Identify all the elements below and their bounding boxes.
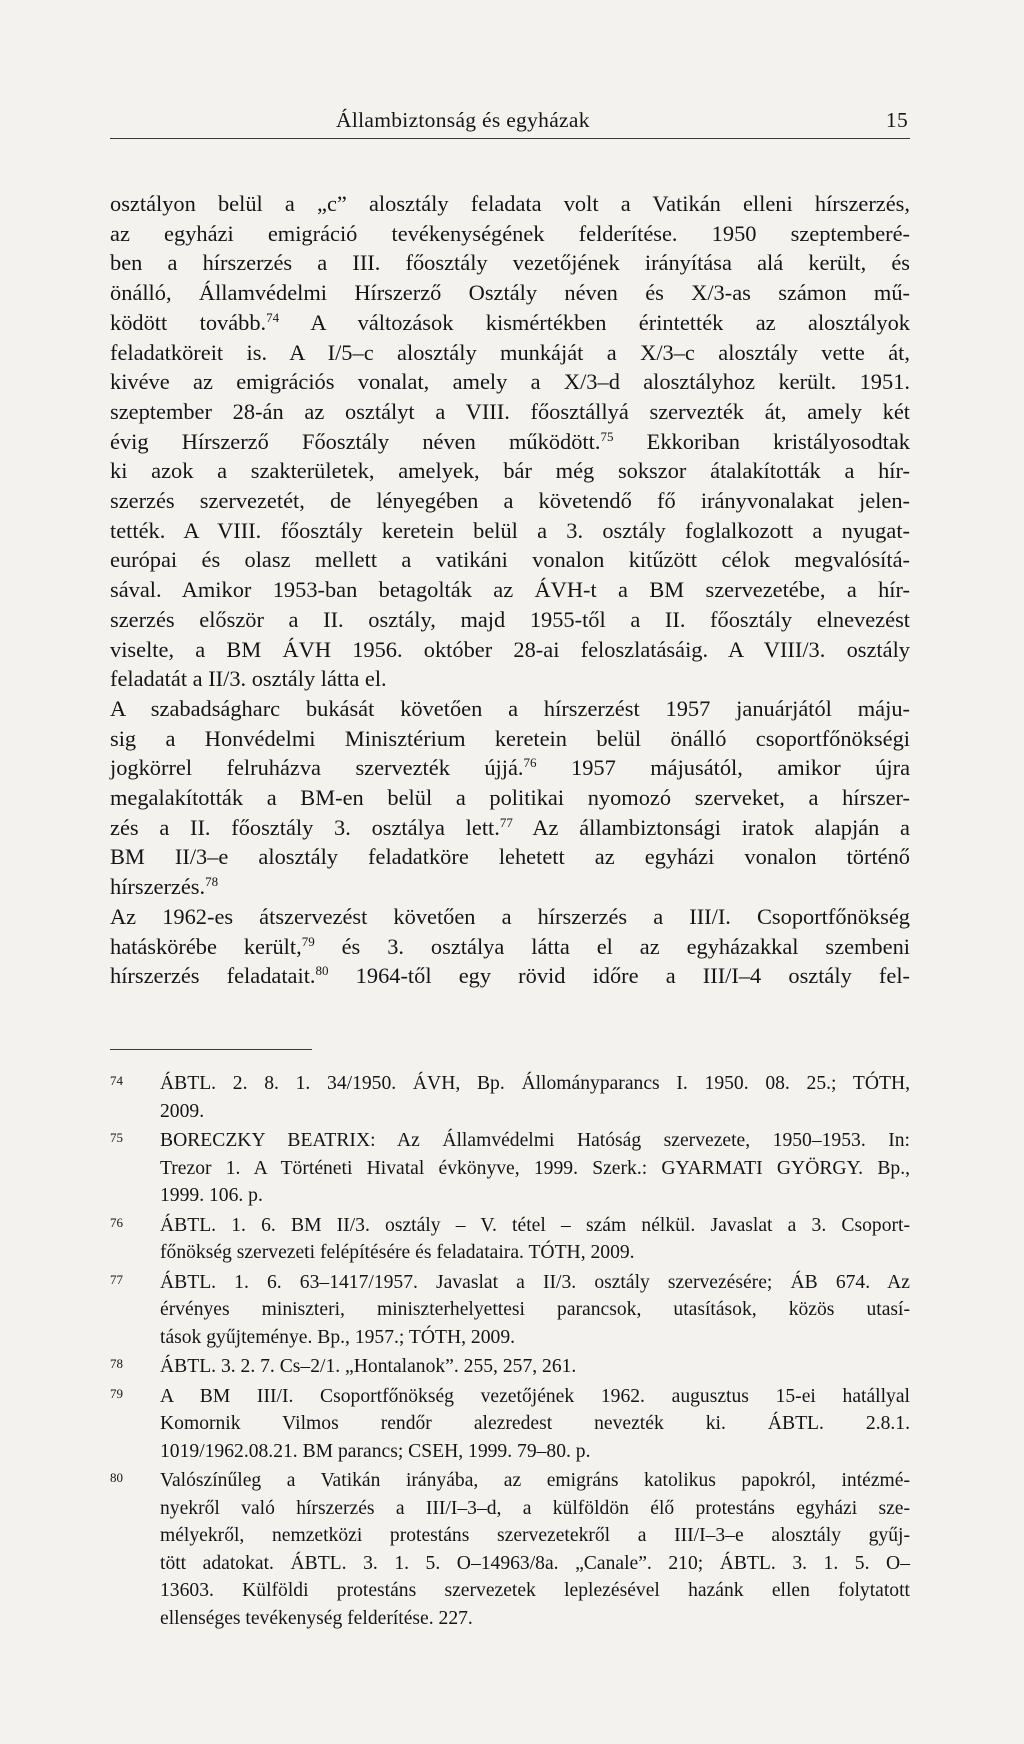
body-line-text: hatáskörébe került, bbox=[110, 933, 302, 959]
footnote-number: 76 bbox=[110, 1214, 123, 1230]
footnote-line: A BM III/I. Csoportfőnökség vezetőjének 1962. augusztus 15-ei hatállyal bbox=[160, 1385, 910, 1407]
body-line bbox=[110, 516, 910, 546]
body-line-text: európai és olasz mellett a vatikáni vonalon kitűzött célok megvalósítá- bbox=[110, 547, 910, 573]
footnote-number: 78 bbox=[110, 1356, 123, 1371]
footnote-line: nyekről való hírszerzés a III/I–3–d, a külföldön élő protestáns egyházi sze- bbox=[160, 1497, 910, 1519]
body-line bbox=[110, 783, 910, 813]
body-line-text: kivéve az emigrációs vonalat, amely a X/3–d alosztályhoz került. 1951. bbox=[110, 369, 910, 395]
body-line bbox=[110, 724, 910, 754]
running-header bbox=[110, 108, 910, 140]
footnote-line: Komornik Vilmos rendőr alezredest nevezték ki. ÁBTL. 2.8.1. bbox=[160, 1413, 910, 1434]
footnote-reference[interactable]: 80 bbox=[315, 963, 329, 979]
footnote-line: ÁBTL. 3. 2. 7. Cs–2/1. „Hontalanok”. 255, 257, 261. bbox=[160, 1356, 577, 1377]
body-line bbox=[110, 486, 910, 516]
footnote-77 bbox=[110, 1269, 910, 1352]
body-line-text: szeptember 28-án az osztályt a VIII. főosztállyá szervezték át, amely két bbox=[110, 398, 910, 424]
body-line-text: zés a II. főosztály 3. osztálya lett. bbox=[110, 814, 500, 840]
footnote-line: ÁBTL. 1. 6. 63–1417/1957. Javaslat a II/3. osztály szervezésére; ÁB 674. Az bbox=[160, 1271, 910, 1293]
footnote-line: 1999. 106. p. bbox=[160, 1185, 263, 1206]
footnote-line: 2009. bbox=[160, 1100, 205, 1122]
footnote-line: 13603. Külföldi protestáns szervezetek leplezésével hazánk ellen folytatott bbox=[160, 1580, 910, 1601]
footnote-number: 75 bbox=[110, 1130, 123, 1145]
footnote-76 bbox=[110, 1212, 910, 1267]
body-line-text: Ekkoriban kristályosodtak bbox=[613, 428, 910, 454]
footnote-reference[interactable]: 78 bbox=[205, 874, 219, 890]
body-line bbox=[110, 961, 910, 991]
body-line bbox=[110, 427, 910, 457]
footnote-number: 74 bbox=[110, 1073, 123, 1088]
body-line-text: sával. Amikor 1953-ban betagolták az ÁVH-t a BM szervezetébe, a hír- bbox=[110, 577, 910, 603]
footnote-line: ÁBTL. 1. 6. BM II/3. osztály – V. tétel – szám nélkül. Javaslat a 3. Csoport- bbox=[160, 1214, 910, 1236]
body-line-text: 1964-től egy rövid időre a III/I–4 osztály fel- bbox=[328, 963, 911, 989]
body-line bbox=[110, 813, 910, 843]
footnote-line: tött adatokat. ÁBTL. 3. 1. 5. O–14963/8a. „Canale”. 210; ÁBTL. 3. 1. 5. O– bbox=[160, 1552, 910, 1574]
body-line bbox=[110, 278, 910, 308]
footnote-74 bbox=[110, 1070, 910, 1125]
body-line-text: Az állambiztonsági iratok alapján a bbox=[512, 814, 910, 840]
running-title: Állambiztonság és egyházak bbox=[336, 108, 590, 132]
body-line-text: évig Hírszerző Főosztály néven működött. bbox=[110, 428, 601, 454]
body-line bbox=[110, 189, 910, 219]
footnote-78 bbox=[110, 1353, 910, 1381]
header-rule bbox=[110, 138, 910, 139]
body-line-text: hírszerzés feladatait. bbox=[110, 963, 316, 989]
footnote-line: Valószínűleg a Vatikán irányába, az emigráns katolikus papokról, intézmé- bbox=[160, 1470, 910, 1491]
body-line-text: tették. A VIII. főosztály keretein belül a 3. osztály foglalkozott a nyugat- bbox=[110, 517, 910, 543]
body-line-text: önálló, Államvédelmi Hírszerző Osztály néven és X/3-as számon mű- bbox=[110, 280, 910, 306]
footnote-line: főnökség szervezeti felépítésére és feladataira. TÓTH, 2009. bbox=[160, 1242, 635, 1263]
body-line-text: 1957 májusától, amikor újra bbox=[536, 755, 911, 781]
body-line-text: sig a Honvédelmi Minisztérium keretein belül önálló csoportfőnökségi bbox=[110, 725, 910, 751]
document-page bbox=[110, 0, 910, 1744]
body-line-text: az egyházi emigráció tevékenységének felderítése. 1950 szeptemberé- bbox=[110, 220, 910, 246]
body-text bbox=[110, 189, 910, 991]
body-line-text: Az 1962-es átszervezést követően a hírszerzés a III/I. Csoportfőnökség bbox=[110, 903, 910, 929]
body-line bbox=[110, 694, 910, 724]
body-line bbox=[110, 664, 910, 694]
body-line-text: hírszerzés. bbox=[110, 874, 206, 900]
footnote-line: BORECZKY BEATRIX: Az Államvédelmi Hatóság szervezete, 1950–1953. In: bbox=[160, 1130, 910, 1151]
body-line bbox=[110, 902, 910, 932]
body-line-text: ben a hírszerzés a III. főosztály vezetőjének irányítása alá került, és bbox=[110, 250, 910, 276]
body-line-text: viselte, a BM ÁVH 1956. október 28-ai feloszlatásáig. A VIII/3. osztály bbox=[110, 636, 910, 662]
body-line-text: jogkörrel felruházva szervezték újjá. bbox=[110, 755, 524, 781]
page-number: 15 bbox=[885, 108, 908, 132]
body-line-text: A változások kismértékben érintették az alosztályok bbox=[279, 309, 910, 335]
body-line bbox=[110, 248, 910, 278]
body-line-text: ködött tovább. bbox=[110, 309, 267, 335]
body-line-text: feladatát a II/3. osztály látta el. bbox=[110, 666, 387, 692]
footnote-line: 1019/1962.08.21. BM parancs; CSEH, 1999. 79–80. p. bbox=[160, 1440, 591, 1462]
body-line bbox=[110, 872, 910, 902]
footnote-reference[interactable]: 75 bbox=[600, 428, 614, 444]
body-line bbox=[110, 367, 910, 397]
body-line-text: szerzés szervezetét, de lényegében a követendő fő irányvonalakat jelen- bbox=[110, 488, 910, 514]
footnote-rule bbox=[110, 1049, 312, 1050]
footnote-80 bbox=[110, 1467, 910, 1632]
footnote-line: ellenséges tevékenység felderítése. 227. bbox=[160, 1607, 473, 1629]
footnote-reference[interactable]: 76 bbox=[523, 755, 537, 771]
body-line-text: BM II/3–e alosztály feladatköre lehetett az egyházi vonalon történő bbox=[110, 844, 910, 870]
body-line bbox=[110, 397, 910, 427]
footnote-line: ÁBTL. 2. 8. 1. 34/1950. ÁVH, Bp. Állományparancs I. 1950. 08. 25.; TÓTH, bbox=[160, 1073, 910, 1094]
body-line bbox=[110, 545, 910, 575]
footnote-reference[interactable]: 74 bbox=[266, 309, 280, 325]
body-line-text: és 3. osztálya látta el az egyházakkal szembeni bbox=[314, 933, 910, 959]
body-line bbox=[110, 456, 910, 486]
body-line-text: feladatköreit is. A I/5–c alosztály munkáját a X/3–c alosztály vette át, bbox=[110, 339, 910, 365]
body-line bbox=[110, 308, 910, 338]
footnote-number: 77 bbox=[110, 1271, 123, 1287]
footnote-number: 79 bbox=[110, 1385, 123, 1401]
body-line bbox=[110, 932, 910, 962]
body-line bbox=[110, 753, 910, 783]
footnote-79 bbox=[110, 1383, 910, 1466]
body-line bbox=[110, 605, 910, 635]
body-line-text: megalakították a BM-en belül a politikai nyomozó szerveket, a hírszer- bbox=[110, 785, 910, 811]
footnote-reference[interactable]: 77 bbox=[499, 814, 513, 830]
body-line bbox=[110, 219, 910, 249]
body-line-text: szerzés először a II. osztály, majd 1955-től a II. főosztály elnevezést bbox=[110, 606, 910, 632]
footnote-line: Trezor 1. A Történeti Hivatal évkönyve, 1999. Szerk.: GYARMATI GYÖRGY. Bp., bbox=[160, 1157, 910, 1179]
footnote-line: mélyekről, nemzetközi protestáns szervezetekről a III/I–3–e alosztály gyűj- bbox=[160, 1525, 910, 1546]
body-line-text: A szabadságharc bukását követően a hírszerzést 1957 januárjától máju- bbox=[110, 695, 910, 721]
body-line bbox=[110, 635, 910, 665]
body-line-text: osztályon belül a „c” alosztály feladata volt a Vatikán elleni hírszerzés, bbox=[110, 191, 910, 216]
footnote-number: 80 bbox=[110, 1470, 123, 1485]
body-line bbox=[110, 842, 910, 872]
body-line bbox=[110, 338, 910, 368]
footnote-75 bbox=[110, 1127, 910, 1210]
body-line bbox=[110, 575, 910, 605]
footnotes bbox=[110, 1070, 910, 1634]
footnote-reference[interactable]: 79 bbox=[301, 933, 315, 949]
footnote-line: érvényes miniszteri, miniszterhelyettesi parancsok, utasítások, közös utasí- bbox=[160, 1299, 910, 1320]
body-line-text: ki azok a szakterületek, amelyek, bár még sokszor átalakították a hír- bbox=[110, 458, 910, 484]
footnote-line: tások gyűjteménye. Bp., 1957.; TÓTH, 2009. bbox=[160, 1326, 516, 1348]
